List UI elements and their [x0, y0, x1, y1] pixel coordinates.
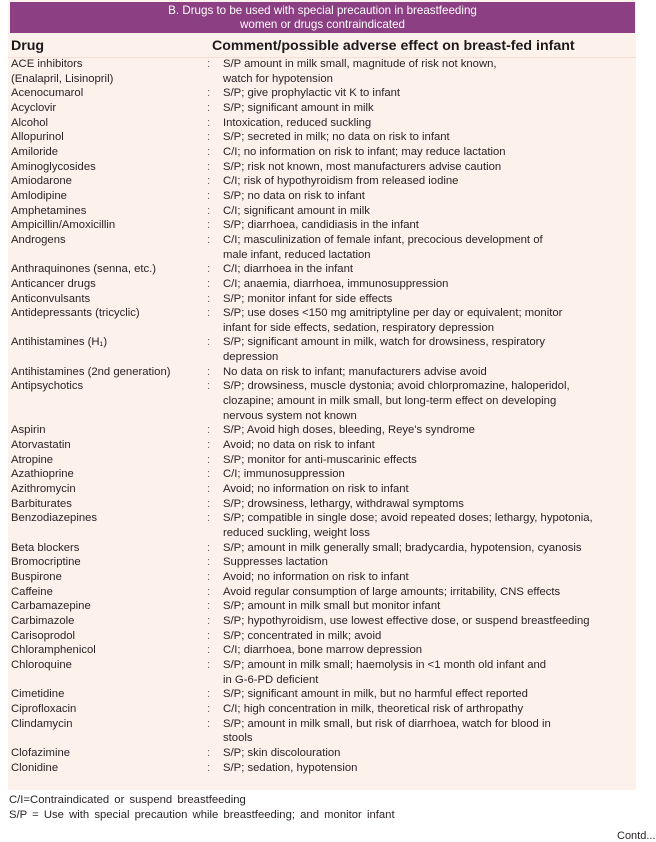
- table-row: [0, 629, 641, 644]
- drug-comment-line: S/P; amount in milk small but monitor infant: [223, 600, 441, 613]
- drug-comment-line: Suppresses lactation: [223, 556, 328, 569]
- drug-name: Azithromycin: [11, 483, 76, 496]
- drug-comment: [223, 614, 633, 629]
- row-separator: :: [207, 614, 211, 627]
- table-row: [0, 643, 641, 658]
- drug-comment: [223, 204, 633, 219]
- drug-comment: [223, 365, 633, 380]
- table-row: [0, 687, 641, 702]
- table-row: [0, 277, 641, 292]
- drug-comment: [223, 467, 633, 482]
- drug-comment: [223, 277, 633, 292]
- row-separator: :: [207, 688, 211, 701]
- drug-comment: [223, 761, 633, 776]
- table-row: [0, 599, 641, 614]
- table-row: [0, 204, 641, 219]
- drug-comment-line: S/P; risk not known, most manufacturers advise caution: [223, 160, 502, 173]
- drug-comment: [223, 160, 633, 175]
- row-separator: :: [207, 292, 211, 305]
- row-separator: :: [207, 424, 211, 437]
- drug-comment: [223, 497, 633, 512]
- drug-comment: [223, 599, 633, 614]
- drug-name: Cimetidine: [11, 688, 65, 701]
- row-separator: :: [207, 556, 211, 569]
- row-separator: :: [207, 263, 211, 276]
- drug-comment-line: S/P amount in milk small, magnitude of risk not known,: [223, 58, 497, 70]
- drug-comment: [223, 57, 633, 86]
- drug-comment: [223, 292, 633, 307]
- drug-name: Aminoglycosides: [11, 160, 96, 173]
- drug-comment: [223, 702, 633, 717]
- drug-name: Beta blockers: [11, 541, 80, 554]
- drug-comment-line: nervous system not known: [223, 409, 357, 422]
- row-separator: :: [207, 336, 211, 349]
- drug-name: Antihistamines (H₁): [11, 336, 108, 349]
- row-separator: :: [207, 145, 211, 158]
- table-row: [0, 511, 641, 540]
- column-header-drug: Drug: [11, 38, 45, 54]
- table-row: [0, 306, 641, 335]
- continued-label: Contd...: [617, 830, 656, 842]
- table-row: [0, 585, 641, 600]
- drug-name: Anticancer drugs: [11, 277, 96, 290]
- drug-name: Antihistamines (2nd generation): [11, 365, 171, 378]
- table-row: [0, 218, 641, 233]
- drug-comment: [223, 453, 633, 468]
- drug-comment-line: S/P; sedation, hypotension: [223, 761, 358, 774]
- row-separator: :: [207, 189, 211, 202]
- row-separator: :: [207, 746, 211, 759]
- drug-comment-line: in G-6-PD deficient: [223, 673, 319, 686]
- table-row: [0, 174, 641, 189]
- drug-comment: [223, 233, 633, 262]
- drug-name: Amiloride: [11, 145, 59, 158]
- row-separator: :: [207, 468, 211, 481]
- table-row: [0, 365, 641, 380]
- drug-comment-line: depression: [223, 351, 279, 364]
- drug-name: Bromocriptine: [11, 556, 81, 569]
- drug-comment: [223, 306, 633, 335]
- table-row: [0, 438, 641, 453]
- table-row: [0, 570, 641, 585]
- drug-name: Acenocumarol: [11, 87, 84, 100]
- drug-comment-line: S/P; give prophylactic vit K to infant: [223, 87, 401, 100]
- drug-comment-line: S/P; skin discolouration: [223, 746, 341, 759]
- row-separator: :: [207, 160, 211, 173]
- table-row: [0, 761, 641, 776]
- table-row: [0, 101, 641, 116]
- drug-name: Androgens: [11, 233, 66, 246]
- row-separator: :: [207, 644, 211, 657]
- drug-comment: [223, 629, 633, 644]
- table-row: [0, 86, 641, 101]
- drug-comment: [223, 174, 633, 189]
- drug-comment-line: watch for hypotension: [223, 72, 333, 85]
- drug-comment: [223, 541, 633, 556]
- drug-name: Clindamycin: [11, 717, 73, 730]
- table-row: [0, 262, 641, 277]
- drug-comment-line: S/P; amount in milk small, but risk of diarrhoea, watch for blood in: [223, 717, 551, 730]
- table-row: [0, 423, 641, 438]
- drug-name: Buspirone: [11, 570, 62, 583]
- table-row: [0, 335, 641, 364]
- drug-comment: [223, 335, 633, 364]
- table-row: [0, 658, 641, 687]
- drug-comment-line: C/I; significant amount in milk: [223, 204, 370, 217]
- drug-comment-line: S/P; amount in milk generally small; bradycardia, hypotension, cyanosis: [223, 541, 582, 554]
- drug-name: Amlodipine: [11, 189, 67, 202]
- row-separator: :: [207, 175, 211, 188]
- table-row: [0, 130, 641, 145]
- table-row: [0, 160, 641, 175]
- drug-comment: [223, 746, 633, 761]
- row-separator: :: [207, 453, 211, 466]
- drug-name: Barbiturates: [11, 497, 72, 510]
- row-separator: :: [207, 541, 211, 554]
- drug-comment: [223, 262, 633, 277]
- table-title-line-1: B. Drugs to be used with special precaution in breastfeeding: [168, 4, 477, 17]
- table-row: [0, 453, 641, 468]
- drug-comment: [223, 643, 633, 658]
- drug-name: Clofazimine: [11, 746, 71, 759]
- table-row: [0, 189, 641, 204]
- drug-table-body: [0, 57, 641, 775]
- drug-comment-line: S/P; significant amount in milk, watch for drowsiness, respiratory: [223, 336, 546, 349]
- row-separator: :: [207, 439, 211, 452]
- drug-name: Antipsychotics: [11, 380, 84, 393]
- row-separator: :: [207, 570, 211, 583]
- drug-comment: [223, 555, 633, 570]
- row-separator: :: [207, 116, 211, 129]
- drug-name: Caffeine: [11, 585, 53, 598]
- drug-name: Alcohol: [11, 116, 49, 129]
- drug-comment-line: S/P; secreted in milk; no data on risk to infant: [223, 131, 450, 144]
- table-title: [10, 2, 635, 33]
- drug-name: Clonidine: [11, 761, 59, 774]
- drug-comment: [223, 585, 633, 600]
- table-row: [0, 614, 641, 629]
- drug-comment-line: C/I; anaemia, diarrhoea, immunosuppression: [223, 277, 449, 290]
- drug-comment: [223, 189, 633, 204]
- drug-name: Amiodarone: [11, 175, 72, 188]
- drug-name: Carbamazepine: [11, 600, 91, 613]
- drug-comment-line: C/I; no information on risk to infant; may reduce lactation: [223, 145, 506, 158]
- drug-comment-line: S/P; monitor for anti-muscarinic effects: [223, 453, 417, 466]
- drug-comment-line: S/P; compatible in single dose; avoid repeated doses; lethargy, hypotonia,: [223, 512, 593, 525]
- drug-comment-line: C/I; masculinization of female infant, precocious development of: [223, 233, 543, 246]
- drug-comment-line: reduced suckling, weight loss: [223, 527, 370, 539]
- row-separator: :: [207, 585, 211, 598]
- table-title-line-2: women or drugs contraindicated: [240, 17, 405, 31]
- row-separator: :: [207, 761, 211, 774]
- drug-comment: [223, 218, 633, 233]
- row-separator: :: [207, 702, 211, 715]
- table-row: [0, 541, 641, 556]
- drug-name: Aspirin: [11, 424, 46, 437]
- row-separator: :: [207, 87, 211, 100]
- drug-comment-line: S/P; significant amount in milk: [223, 101, 374, 114]
- drug-name: Benzodiazepines: [11, 512, 98, 525]
- drug-comment-line: S/P; use doses <150 mg amitriptyline per day or equivalent; monitor: [223, 307, 563, 320]
- row-separator: :: [207, 101, 211, 114]
- row-separator: :: [207, 600, 211, 613]
- row-separator: :: [207, 365, 211, 378]
- drug-name: Chloroquine: [11, 658, 72, 671]
- drug-name: Ciprofloxacin: [11, 702, 77, 715]
- drug-name: Antidepressants (tricyclic): [11, 307, 140, 320]
- drug-comment-line: S/P; diarrhoea, candidiasis in the infant: [223, 219, 419, 232]
- table-row: [0, 746, 641, 761]
- drug-comment-line: S/P; hypothyroidism, use lowest effective dose, or suspend breastfeeding: [223, 614, 590, 627]
- table-row: [0, 292, 641, 307]
- drug-comment: [223, 379, 633, 423]
- drug-comment: [223, 423, 633, 438]
- row-separator: :: [207, 204, 211, 217]
- drug-name: Chloramphenicol: [11, 644, 96, 657]
- drug-comment: [223, 658, 633, 687]
- table-row: [0, 702, 641, 717]
- row-separator: :: [207, 497, 211, 510]
- footnotes: [9, 793, 395, 823]
- drug-comment: [223, 130, 633, 145]
- drug-comment-line: C/I; high concentration in milk, theoretical risk of arthropathy: [223, 702, 524, 715]
- drug-comment-line: C/I; diarrhoea in the infant: [223, 263, 353, 276]
- drug-comment-line: S/P; significant amount in milk, but no harmful effect reported: [223, 688, 528, 701]
- drug-name: Carisoprodol: [11, 629, 76, 642]
- table-row: [0, 233, 641, 262]
- row-separator: :: [207, 233, 211, 246]
- table-row: [0, 497, 641, 512]
- drug-name: Atropine: [11, 453, 54, 466]
- drug-name: Ampicillin/Amoxicillin: [11, 219, 116, 232]
- drug-comment-line: Avoid regular consumption of large amounts; irritability, CNS effects: [223, 585, 561, 598]
- table-row: [0, 482, 641, 497]
- drug-name: Amphetamines: [11, 204, 87, 217]
- row-separator: :: [207, 219, 211, 232]
- drug-comment-line: S/P; no data on risk to infant: [223, 189, 365, 202]
- drug-comment-line: S/P; drowsiness, muscle dystonia; avoid chlorpromazine, haloperidol,: [223, 380, 570, 393]
- drug-comment: [223, 570, 633, 585]
- drug-comment-line: Avoid; no data on risk to infant: [223, 439, 375, 452]
- row-separator: :: [207, 483, 211, 496]
- drug-name: ACE inhibitors (Enalapril, Lisinopril): [11, 58, 114, 85]
- drug-comment: [223, 101, 633, 116]
- column-headers: [0, 37, 641, 57]
- drug-comment: [223, 482, 633, 497]
- drug-comment-line: S/P; monitor infant for side effects: [223, 292, 393, 305]
- table-row: [0, 116, 641, 131]
- drug-comment-line: male infant, reduced lactation: [223, 248, 371, 261]
- table-row: [0, 555, 641, 570]
- drug-comment-line: No data on risk to infant; manufacturers advise avoid: [223, 365, 487, 378]
- footnote-ci: C/I=Contraindicated or suspend breastfeeding: [9, 794, 246, 806]
- row-separator: :: [207, 277, 211, 290]
- table-row: [0, 379, 641, 423]
- row-separator: :: [207, 658, 211, 671]
- drug-comment: [223, 86, 633, 101]
- drug-comment: [223, 116, 633, 131]
- drug-comment-line: stools: [223, 732, 253, 745]
- drug-comment-line: S/P; drowsiness, lethargy, withdrawal symptoms: [223, 497, 464, 510]
- drug-comment-line: C/I; immunosuppression: [223, 468, 345, 481]
- table-row: [0, 467, 641, 482]
- drug-comment-line: S/P; concentrated in milk; avoid: [223, 629, 382, 642]
- row-separator: :: [207, 380, 211, 393]
- drug-comment-line: C/I; diarrhoea, bone marrow depression: [223, 644, 423, 657]
- drug-comment: [223, 687, 633, 702]
- row-separator: :: [207, 629, 211, 642]
- drug-comment: [223, 511, 633, 540]
- drug-name: Azathioprine: [11, 468, 74, 481]
- drug-comment: [223, 438, 633, 453]
- drug-comment: [223, 717, 633, 746]
- drug-comment-line: C/I; risk of hypothyroidism from released iodine: [223, 175, 459, 188]
- table-row: [0, 717, 641, 746]
- drug-comment-line: clozapine; amount in milk small, but long-term effect on developing: [223, 395, 557, 408]
- drug-comment-line: infant for side effects, sedation, respiratory depression: [223, 321, 495, 334]
- drug-name: Acyclovir: [11, 101, 57, 114]
- row-separator: :: [207, 512, 211, 525]
- row-separator: :: [207, 717, 211, 730]
- drug-name: Atorvastatin: [11, 439, 71, 452]
- drug-comment-line: S/P; Avoid high doses, bleeding, Reye's syndrome: [223, 424, 475, 437]
- drug-name: Anticonvulsants: [11, 292, 91, 305]
- drug-comment-line: Avoid; no information on risk to infant: [223, 570, 409, 583]
- table-row: [0, 145, 641, 160]
- drug-comment-line: Avoid; no information on risk to infant: [223, 483, 409, 496]
- drug-name: Carbimazole: [11, 614, 75, 627]
- table-row: [0, 57, 641, 86]
- column-header-comment: Comment/possible adverse effect on breast-fed infant: [212, 38, 575, 54]
- row-separator: :: [207, 58, 211, 70]
- drug-comment-line: S/P; amount in milk small; haemolysis in <1 month old infant and: [223, 658, 547, 671]
- footnote-sp: S/P = Use with special precaution while breastfeeding; and monitor infant: [9, 809, 395, 821]
- drug-comment: [223, 145, 633, 160]
- drug-comment-line: Intoxication, reduced suckling: [223, 116, 372, 129]
- row-separator: :: [207, 307, 211, 320]
- row-separator: :: [207, 131, 211, 144]
- drug-name: Allopurinol: [11, 131, 64, 144]
- drug-name: Anthraquinones (senna, etc.): [11, 263, 157, 276]
